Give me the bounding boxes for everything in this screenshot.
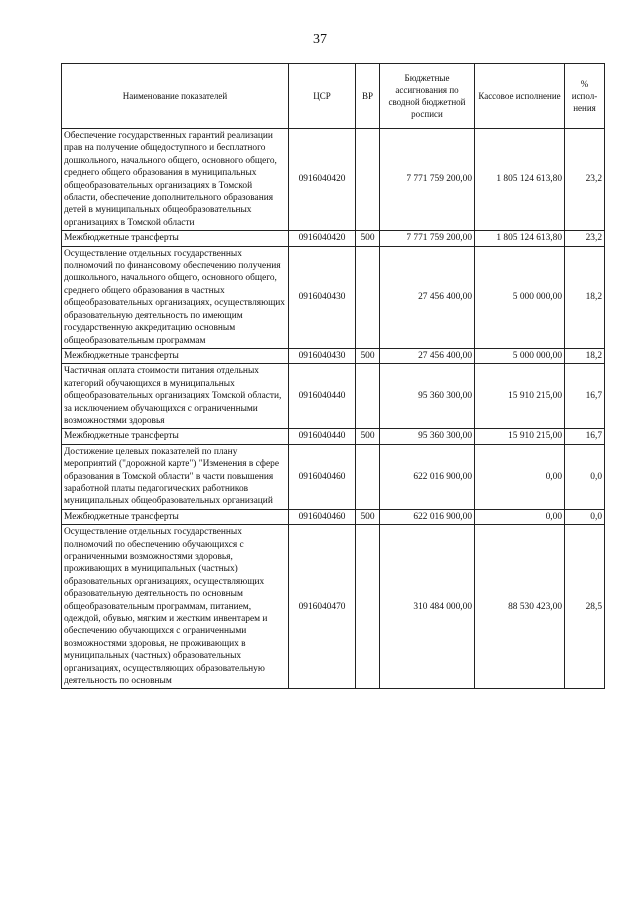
row-execution: 1 805 124 613,80 xyxy=(475,231,565,246)
table-row xyxy=(62,444,605,509)
row-csr: 0916040420 xyxy=(289,231,356,246)
row-percent: 0,0 xyxy=(565,444,605,509)
row-csr: 0916040460 xyxy=(289,444,356,509)
row-percent: 18,2 xyxy=(565,246,605,348)
table-row xyxy=(62,231,605,246)
table-row xyxy=(62,525,605,689)
row-percent: 23,2 xyxy=(565,231,605,246)
row-allocation: 27 456 400,00 xyxy=(380,348,475,363)
header-percent: % испол-нения xyxy=(565,64,605,129)
row-execution: 1 805 124 613,80 xyxy=(475,129,565,231)
row-name: Обеспечение государственных гарантий реализации прав на получение общедоступного и бесплатного дошкольного, начального общего, основного общего, среднего общего образования в муниципальных общеобразовательных организациях в Томской области, обеспечение дополнительного образования детей в муниципальных общеобразовательных организациях в Томской области xyxy=(62,129,289,231)
header-vr: ВР xyxy=(356,64,380,129)
row-vr: 500 xyxy=(356,509,380,524)
row-vr: 500 xyxy=(356,348,380,363)
table-row xyxy=(62,364,605,429)
row-csr: 0916040470 xyxy=(289,525,356,689)
header-name: Наименование показателей xyxy=(62,64,289,129)
row-name: Межбюджетные трансферты xyxy=(62,429,289,444)
table-row xyxy=(62,246,605,348)
row-vr xyxy=(356,364,380,429)
row-percent: 18,2 xyxy=(565,348,605,363)
row-name: Межбюджетные трансферты xyxy=(62,231,289,246)
row-percent: 0,0 xyxy=(565,509,605,524)
row-csr: 0916040460 xyxy=(289,509,356,524)
row-vr: 500 xyxy=(356,429,380,444)
table-row xyxy=(62,129,605,231)
row-allocation: 622 016 900,00 xyxy=(380,509,475,524)
row-percent: 23,2 xyxy=(565,129,605,231)
table-row xyxy=(62,429,605,444)
row-execution: 88 530 423,00 xyxy=(475,525,565,689)
row-execution: 15 910 215,00 xyxy=(475,364,565,429)
row-allocation: 622 016 900,00 xyxy=(380,444,475,509)
row-allocation: 7 771 759 200,00 xyxy=(380,129,475,231)
row-vr: 500 xyxy=(356,231,380,246)
table-row xyxy=(62,509,605,524)
header-allocations: Бюджетные ассигнования по сводной бюджетной росписи xyxy=(380,64,475,129)
row-allocation: 95 360 300,00 xyxy=(380,364,475,429)
page-number: 37 xyxy=(313,32,327,47)
row-allocation: 95 360 300,00 xyxy=(380,429,475,444)
row-vr xyxy=(356,246,380,348)
row-percent: 16,7 xyxy=(565,364,605,429)
row-name: Частичная оплата стоимости питания отдельных категорий обучающихся в муниципальных общеобразовательных организациях Томской области, за исключением обучающихся с ограниченными возможностями здоровья xyxy=(62,364,289,429)
row-csr: 0916040420 xyxy=(289,129,356,231)
row-allocation: 7 771 759 200,00 xyxy=(380,231,475,246)
row-name: Осуществление отдельных государственных полномочий по финансовому обеспечению получения дошкольного, начального общего, основного общего, среднего общего образования в частных общеобразовательных организациях, осуществляющих образовательную деятельность по имеющим государственную аккредитацию основным общеобразовательным программам xyxy=(62,246,289,348)
row-execution: 0,00 xyxy=(475,444,565,509)
row-vr xyxy=(356,129,380,231)
row-csr: 0916040430 xyxy=(289,348,356,363)
row-allocation: 310 484 000,00 xyxy=(380,525,475,689)
table-header-row xyxy=(62,64,605,129)
budget-execution-table xyxy=(61,63,605,689)
row-csr: 0916040440 xyxy=(289,364,356,429)
row-name: Осуществление отдельных государственных полномочий по обеспечению обучающихся с ограниченными возможностями здоровья, проживающих в муниципальных (частных) образовательных организациях, осуществляющих образовательную деятельность по основным общеобразовательным программам, питанием, одеждой, обувью, мягким и жестким инвентарем и обеспечению обучающихся с ограниченными возможностями здоровья, не проживающих в муниципальных (частных) образовательных организациях, осуществляющих образовательную деятельность по основным xyxy=(62,525,289,689)
row-execution: 5 000 000,00 xyxy=(475,348,565,363)
row-percent: 16,7 xyxy=(565,429,605,444)
row-execution: 5 000 000,00 xyxy=(475,246,565,348)
row-vr xyxy=(356,525,380,689)
row-execution: 15 910 215,00 xyxy=(475,429,565,444)
row-allocation: 27 456 400,00 xyxy=(380,246,475,348)
row-name: Межбюджетные трансферты xyxy=(62,509,289,524)
row-name: Межбюджетные трансферты xyxy=(62,348,289,363)
row-percent: 28,5 xyxy=(565,525,605,689)
row-vr xyxy=(356,444,380,509)
header-execution: Кассовое исполнение xyxy=(475,64,565,129)
row-name: Достижение целевых показателей по плану мероприятий ("дорожной карте") "Изменения в сфере образования в Томской области" в части повышения заработной платы педагогических работников муниципальных общеобразовательных организаций xyxy=(62,444,289,509)
header-csr: ЦСР xyxy=(289,64,356,129)
row-csr: 0916040430 xyxy=(289,246,356,348)
row-csr: 0916040440 xyxy=(289,429,356,444)
table-row xyxy=(62,348,605,363)
row-execution: 0,00 xyxy=(475,509,565,524)
